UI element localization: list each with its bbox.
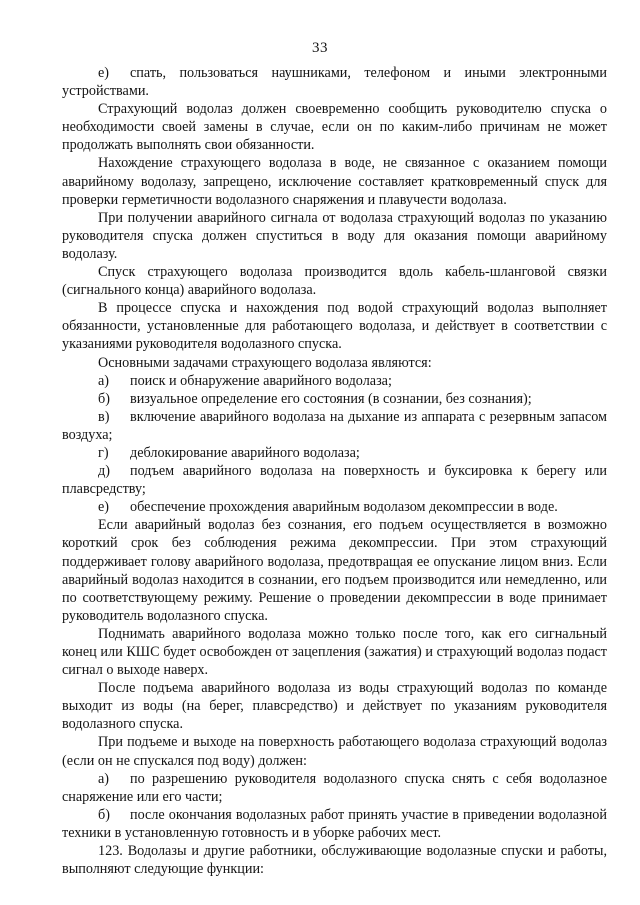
list-item	[62, 770, 607, 806]
document-body	[62, 64, 607, 878]
list-item	[62, 806, 607, 842]
paragraph-text: Основными задачами страхующего водолаза являются:	[98, 354, 432, 371]
page-number: 33	[312, 40, 328, 56]
paragraph-text: Поднимать аварийного водолаза можно только после того, как его сигнальный конец или КШС будет освобожден от зацепления (зажатия) и страхующий водолаз подаст сигнал о выходе наверх.	[62, 625, 607, 679]
list-marker: в)	[98, 408, 110, 425]
paragraph	[62, 679, 607, 733]
list-marker: б)	[98, 806, 110, 823]
paragraph-text: поиск и обнаружение аварийного водолаза;	[130, 372, 392, 389]
list-item	[62, 372, 607, 390]
list-item	[62, 408, 607, 444]
paragraph-text: В процессе спуска и нахождения под водой страхующий водолаз выполняет обязанности, установленные для работающего водолаза, и действует в соответствии с указаниями руководителя водолазного спуска.	[62, 300, 607, 353]
paragraph-text: Спуск страхующего водолаза производится вдоль кабель-шланговой связки (сигнального конца) аварийного водолаза.	[62, 264, 607, 299]
paragraph-text: после окончания водолазных работ принять участие в приведении водолазной техники в установленную готовность и в уборке рабочих мест.	[62, 806, 607, 841]
paragraph	[62, 100, 607, 154]
paragraph-text: После подъема аварийного водолаза из воды страхующий водолаз по команде выходит из воды (на берег, плавсредство) и действует по указаниям руководителя водолазного спуска.	[62, 680, 607, 733]
paragraph-text: деблокирование аварийного водолаза;	[130, 444, 360, 461]
paragraph-text: При получении аварийного сигнала от водолаза страхующий водолаз по указанию руководителя спуска должен спуститься в воду для оказания помощи аварийному водолазу.	[62, 209, 607, 262]
list-marker: а)	[98, 770, 110, 787]
list-marker: е)	[98, 499, 110, 516]
paragraph-text: визуальное определение его состояния (в сознании, без сознания);	[130, 390, 532, 407]
paragraph	[62, 263, 607, 299]
paragraph	[62, 154, 607, 208]
paragraph-text: спать, пользоваться наушниками, телефоном и иными электронными устройствами.	[62, 65, 607, 100]
list-item	[62, 498, 607, 516]
list-item	[62, 390, 607, 408]
list-marker: а)	[98, 372, 110, 389]
list-marker: д)	[98, 463, 110, 480]
list-marker: б)	[98, 390, 110, 407]
paragraph-text: Нахождение страхующего водолаза в воде, не связанное с оказанием помощи аварийному водолазу, запрещено, исключение составляет кратковременный спуск для проверки герметичности водолазного снаряжения и плавучести водолаза.	[62, 155, 607, 208]
list-item	[62, 444, 607, 462]
paragraph	[62, 625, 607, 679]
list-item	[62, 64, 607, 100]
paragraph-text: Страхующий водолаз должен своевременно сообщить руководителю спуска о необходимости своей замены в случае, если он по каким-либо причинам не может продолжать выполнять свои обязанности.	[62, 101, 607, 154]
list-marker: е)	[98, 65, 110, 81]
paragraph-text: включение аварийного водолаза на дыхание из аппарата с резервным запасом воздуха;	[62, 408, 607, 443]
paragraph-text: обеспечение прохождения аварийным водолазом декомпрессии в воде.	[130, 499, 558, 516]
paragraph-text: Если аварийный водолаз без сознания, его подъем осуществляется в возможно короткий срок без соблюдения режима декомпрессии. При этом страхующий поддерживает голову аварийного водолаза, предотвращая ее опускание лицом вниз. Если аварийный водолаз находится в сознании, его подъем производится или немедленно, или по соответствующему режиму. Решение о проведении декомпрессии в воде принимает руководитель водолазного спуска.	[62, 517, 607, 624]
paragraph-text: подъем аварийного водолаза на поверхность и буксировка к берегу или плавсредству;	[62, 463, 607, 498]
paragraph-text: 123. Водолазы и другие работники, обслуживающие водолазные спуски и работы, выполняют следующие функции:	[62, 843, 607, 878]
paragraph	[62, 842, 607, 878]
paragraph-text: по разрешению руководителя водолазного спуска снять с себя водолазное снаряжение или его части;	[62, 770, 607, 805]
paragraph	[62, 209, 607, 263]
paragraph	[62, 299, 607, 353]
paragraph	[62, 354, 607, 372]
paragraph-text: При подъеме и выходе на поверхность работающего водолаза страхующий водолаз (если он не спускался под воду) должен:	[62, 734, 607, 769]
list-item	[62, 462, 607, 498]
list-marker: г)	[98, 444, 109, 461]
paragraph	[62, 516, 607, 625]
paragraph	[62, 733, 607, 769]
